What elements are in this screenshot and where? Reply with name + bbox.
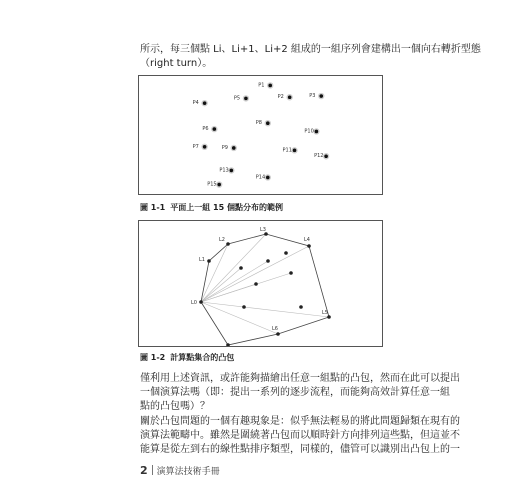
scatter-point-p12 [324,154,328,158]
scatter-point-p15 [217,183,221,187]
para2-line-3: 能算是從左到右的線性點排序類型，同樣的，儘管可以識別出凸包上的一 [140,444,460,455]
scatter-point-p4 [203,101,207,105]
scatter-point-label: P13 [219,167,229,174]
scatter-point-label: P2 [277,94,284,101]
scatter-point-label: P7 [192,143,199,150]
hull-points [199,232,331,346]
figure-1-1-scatter [138,75,383,195]
interior-point [266,259,270,263]
scatter-point-p7 [203,145,207,149]
hull-label-l4: L4 [304,237,310,243]
scatter-point-p13 [230,169,234,173]
hull-label-l3: L3 [260,227,266,233]
scatter-point-p11 [293,149,297,153]
para2-line-1: 關於凸包問題的一個有趣現象是：似乎無法輕易的將此問題歸類在現有的 [140,416,460,427]
scatter-point-label: P4 [192,100,199,107]
scatter-point-label: P6 [202,126,209,133]
figure-1-2-caption-number: 圖 1-2 [140,353,166,362]
scatter-point-p5 [244,97,248,101]
figure-1-2-canvas [139,221,382,346]
scatter-point-p9 [232,146,236,150]
para1-line-3: 點的凸包嗎）？ [140,401,210,412]
interior-point [254,282,258,286]
interior-point [289,271,293,275]
scatter-point-label: P10 [304,128,314,135]
scatter-point-label: P1 [258,82,265,89]
interior-point [299,305,303,309]
scatter-point-p3 [319,94,323,98]
hull-label-l0: L0 [191,300,197,306]
interior-point [239,266,243,270]
hull-point-l1 [207,259,211,263]
scatter-point-label: P14 [255,174,266,181]
hull-label-l2: L2 [219,237,225,243]
page-footer [140,464,220,477]
book-title: 演算法技術手冊 [156,467,220,477]
figure-1-1-caption-text: 平面上一組 15 個點分布的範例 [170,203,283,212]
scatter-point-label: P12 [314,153,324,160]
scatter-point-label: P5 [233,95,241,102]
hull-point-l2 [226,242,230,246]
interior-point [284,251,288,255]
intro-line-1: 所示，每三個點 Li、Li+1、Li+2 組成的一組序列會建構出一個向右轉折型態 [140,44,481,55]
interior-point [242,305,246,309]
intro-line-2: （right turn）。 [140,58,213,69]
hull-label-l6: L6 [272,326,278,332]
scatter-point-label: P9 [221,144,228,151]
para1-line-1: 僅利用上述資訊，或許能夠描繪出任意一組點的凸包，然而在此可以提出 [140,373,460,384]
scatter-point-label: P11 [282,147,292,154]
scatter-point-label: P15 [207,181,217,188]
hull-point-l0 [199,300,203,304]
hull-point-l6 [276,332,280,336]
hull-label-l1: L1 [199,257,205,263]
hull-point-l4 [307,244,311,248]
scatter-point-label: P3 [309,93,316,100]
para1-line-2: 一個演算法嗎（即：提出一系列的逐步流程，而能夠高效計算任意一組 [140,387,450,398]
scatter-point-p6 [213,127,217,131]
figure-1-2-caption [140,353,234,363]
scatter-point-p14 [266,176,270,180]
scatter-point-p1 [268,84,272,88]
figure-1-1-caption [140,203,283,213]
footer-divider [152,465,153,475]
scatter-point-p2 [288,95,292,99]
hull-label-l5: L5 [322,310,328,316]
scatter-point-p10 [315,130,319,134]
scatter-point-label: P8 [255,120,262,127]
figure-1-1-caption-number: 圖 1-1 [140,203,166,212]
figure-1-1-canvas [139,76,382,194]
para2-line-2: 演算法範疇中。雖然是圍繞著凸包而以順時針方向排列這些點，但這並不 [140,430,460,441]
scatter-point-p8 [266,121,270,125]
figure-1-2-convex-hull [138,220,383,347]
figure-1-2-caption-text: 計算點集合的凸包 [170,353,235,362]
page-number: 2 [140,464,148,477]
